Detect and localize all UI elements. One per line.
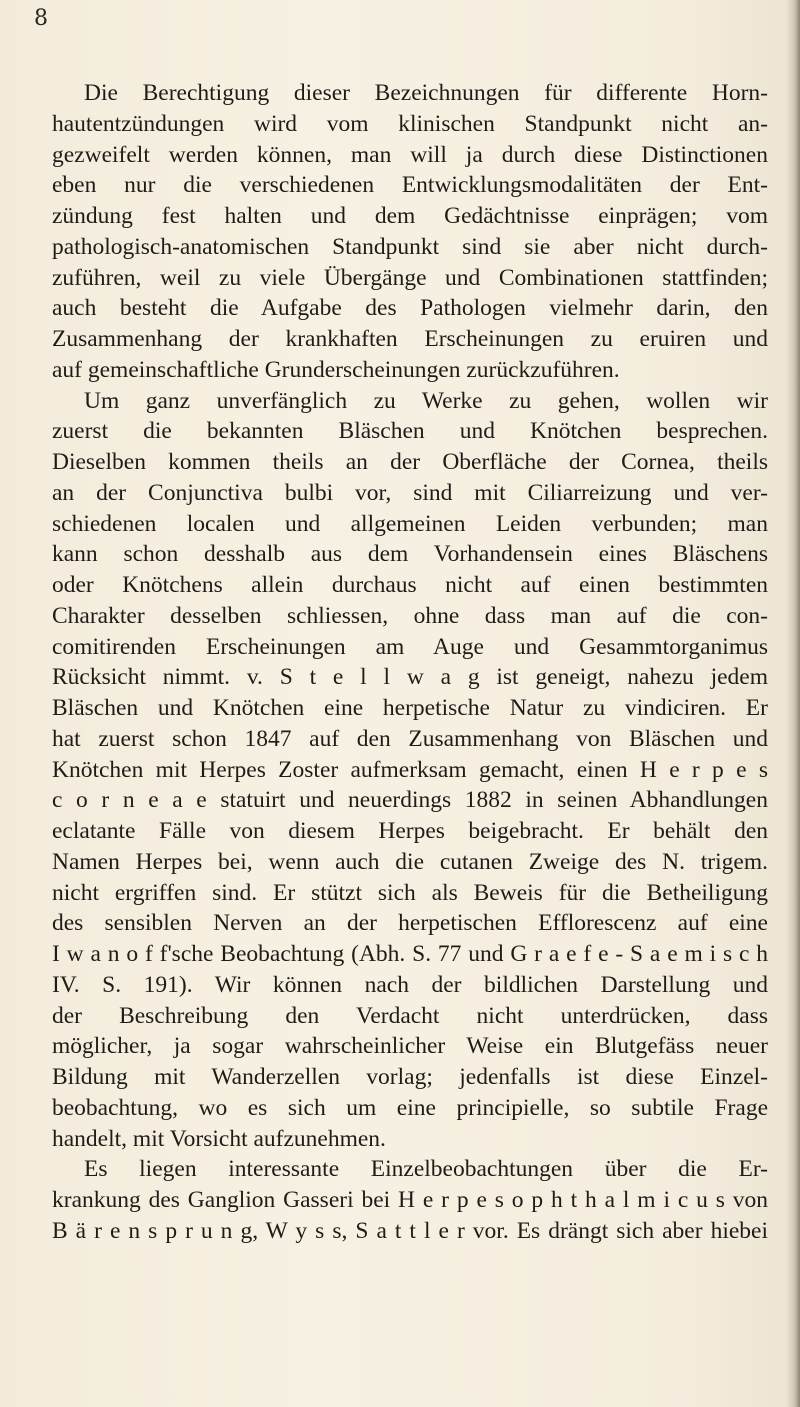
page-edge-shadow (786, 0, 800, 1407)
text-line: des sensiblen Nerven an der herpetischen Efflorescenz auf eine (52, 910, 768, 937)
text-line: beobachtung, wo es sich um eine principielle, so subtile Frage (52, 1094, 768, 1121)
text-line: an der Conjunctiva bulbi vor, sind mit Ciliarreizung und ver- (52, 479, 768, 506)
text-line: zuerst die bekannten Bläschen und Knötchen besprechen. (52, 418, 768, 445)
text-line: handelt, mit Vorsicht aufzunehmen. (52, 1125, 386, 1152)
text-line: schiedenen localen und allgemeinen Leiden verbunden; man (52, 510, 768, 537)
text-line: Dieselben kommen theils an der Oberfläche der Cornea, theils (52, 449, 768, 475)
text-line: kann schon desshalb aus dem Vorhandensein eines Bläschens (52, 541, 768, 568)
text-line: Es liegen interessante Einzelbeobachtungen über die Er- (84, 1156, 768, 1183)
text-line: comitirenden Erscheinungen am Auge und Gesammtorganimus (52, 633, 768, 660)
text-line: eben nur die verschiedenen Entwicklungsmodalitäten der Ent- (52, 172, 768, 199)
text-line: krankung des Ganglion Gasseri bei H e r p e s o p h t h a l m i c u s von (52, 1187, 768, 1213)
text-line: hautentzündungen wird vom klinischen Standpunkt nicht an- (52, 110, 768, 137)
text-line: zuführen, weil zu viele Übergänge und Combinationen stattfinden; (52, 264, 768, 291)
page-number: 8 (34, 6, 48, 31)
text-line: der Beschreibung den Verdacht nicht unterdrücken, dass (52, 1002, 768, 1029)
text-line: auf gemeinschaftliche Grunderscheinungen zurückzuführen. (52, 356, 620, 383)
text-line: auch besteht die Aufgabe des Pathologen vielmehr darin, den (52, 295, 768, 322)
text-line: Rücksicht nimmt. v. S t e l l w a g ist geneigt, nahezu jedem (52, 664, 768, 691)
text-line: zündung fest halten und dem Gedächtnisse einprägen; vom (52, 203, 768, 229)
text-line: Bildung mit Wanderzellen vorlag; jedenfalls ist diese Einzel- (52, 1064, 768, 1090)
text-line: gezweifelt werden können, man will ja durch diese Distinctionen (52, 141, 768, 168)
text-line: hat zuerst schon 1847 auf den Zusammenhang von Bläschen und (52, 725, 768, 752)
text-line: Charakter desselben schliessen, ohne dass man auf die con- (52, 602, 768, 629)
text-line: eclatante Fälle von diesem Herpes beigebracht. Er behält den (52, 818, 768, 844)
text-line: oder Knötchens allein durchaus nicht auf einen bestimmten (52, 572, 768, 598)
body-text (52, 78, 768, 1247)
text-line: IV. S. 191). Wir können nach der bildlichen Darstellung und (52, 971, 768, 998)
text-line: nicht ergriffen sind. Er stützt sich als Beweis für die Betheiligung (52, 879, 768, 906)
text-line: Um ganz unverfänglich zu Werke zu gehen, wollen wir (84, 387, 768, 414)
text-line: c o r n e a e statuirt und neuerdings 1882 in seinen Abhandlungen (52, 787, 768, 814)
text-line: Die Berechtigung dieser Bezeichnungen für differente Horn- (84, 80, 768, 106)
text-line: Bläschen und Knötchen eine herpetische Natur zu vindiciren. Er (52, 695, 768, 721)
text-line: Namen Herpes bei, wenn auch die cutanen Zweige des N. trigem. (52, 848, 768, 875)
text-line: I w a n o f f'sche Beobachtung (Abh. S. 77 und G r a e f e - S a e m i s c h (52, 941, 768, 967)
text-line: B ä r e n s p r u n g, W y s s, S a t t l e r vor. Es drängt sich aber hiebei (52, 1217, 768, 1244)
text-line: Zusammenhang der krankhaften Erscheinungen zu eruiren und (52, 326, 768, 352)
text-line: Knötchen mit Herpes Zoster aufmerksam gemacht, einen H e r p e s (52, 756, 768, 783)
text-line: möglicher, ja sogar wahrscheinlicher Weise ein Blutgefäss neuer (52, 1033, 768, 1060)
text-line: pathologisch-anatomischen Standpunkt sind sie aber nicht durch- (52, 233, 768, 260)
